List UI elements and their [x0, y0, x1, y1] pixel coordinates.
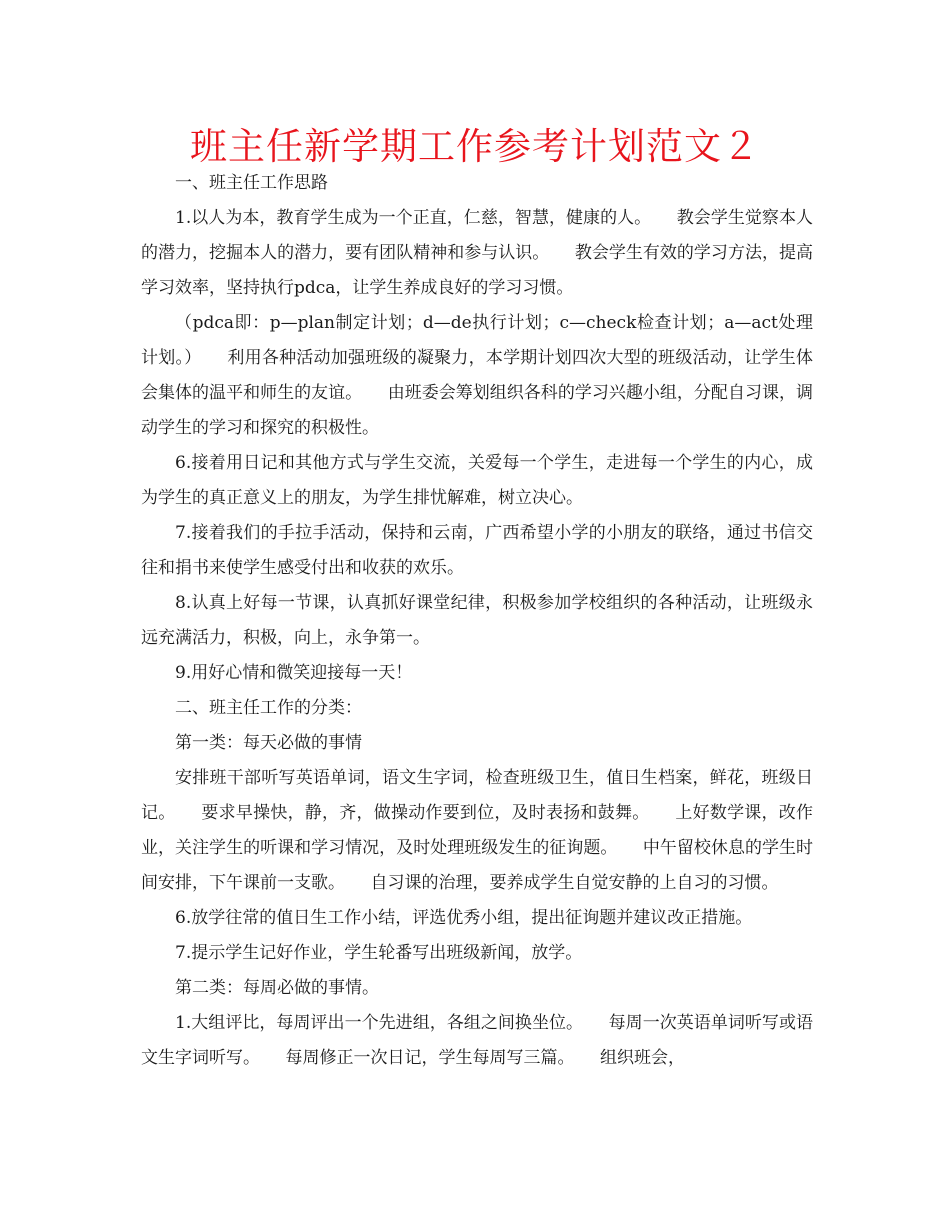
document-body [141, 166, 813, 1076]
subheading-daily: 第一类：每天必做的事情 [175, 733, 362, 753]
paragraph-daily-tasks: 安排班干部听写英语单词，语文生字词，检查班级卫生，值日生档案，鲜花，班级日记。 要求早操快，静，齐，做操动作要到位，及时表扬和鼓舞。 上好数学课，改作业，关注学生的听课和学习情况，及时处理班级发生的征询题。 中午留校休息的学生时间安排，下午课前一支歌。 自习课的治理，要养成学生自觉安静的上自习的习惯。 [141, 768, 813, 893]
paragraph-weekly-tasks: 1.大组评比，每周评出一个先进组，各组之间换坐位。 每周一次英语单词听写或语文生字词听写。 每周修正一次日记，学生每周写三篇。 组织班会， [141, 1013, 813, 1068]
paragraph-hand-in-hand: 7.接着我们的手拉手活动，保持和云南，广西希望小学的小朋友的联络，通过书信交往和捐书来使学生感受付出和收获的欢乐。 [141, 523, 813, 578]
paragraph-duty-summary: 6.放学往常的值日生工作小结，评选优秀小组，提出征询题并建议改正措施。 [175, 908, 753, 928]
paragraph-classes: 8.认真上好每一节课，认真抓好课堂纪律，积极参加学校组织的各种活动，让班级永远充满活力，积极，向上，永争第一。 [141, 593, 813, 648]
paragraph-good-mood: 9.用好心情和微笑迎接每一天！ [175, 663, 413, 683]
subheading-weekly: 第二类：每周必做的事情。 [175, 978, 379, 998]
paragraph-homework-reminder: 7.提示学生记好作业，学生轮番写出班级新闻，放学。 [175, 943, 583, 963]
paragraph-pdca: （pdca即：p—plan制定计划；d—de执行计划；c—check检查计划；a—act处理计划。） 利用各种活动加强班级的凝聚力，本学期计划四次大型的班级活动，让学生体会集体的温平和师生的友谊。 由班委会筹划组织各科的学习兴趣小组，分配自习课，调动学生的学习和探究的积极性。 [141, 313, 813, 438]
paragraph-diary-communication: 6.接着用日记和其他方式与学生交流，关爱每一个学生，走进每一个学生的内心，成为学生的真正意义上的朋友，为学生排忧解难，树立决心。 [141, 453, 813, 508]
section-heading-thinking: 一、班主任工作思路 [175, 173, 328, 193]
document-title: 班主任新学期工作参考计划范文２ [190, 125, 760, 168]
section-heading-categories: 二、班主任工作的分类： [175, 698, 362, 718]
paragraph-people-oriented: 1.以人为本，教育学生成为一个正直，仁慈，智慧，健康的人。 教会学生觉察本人的潜力，挖掘本人的潜力，要有团队精神和参与认识。 教会学生有效的学习方法，提高学习效率，坚持执行pdca，让学生养成良好的学习习惯。 [141, 208, 813, 298]
